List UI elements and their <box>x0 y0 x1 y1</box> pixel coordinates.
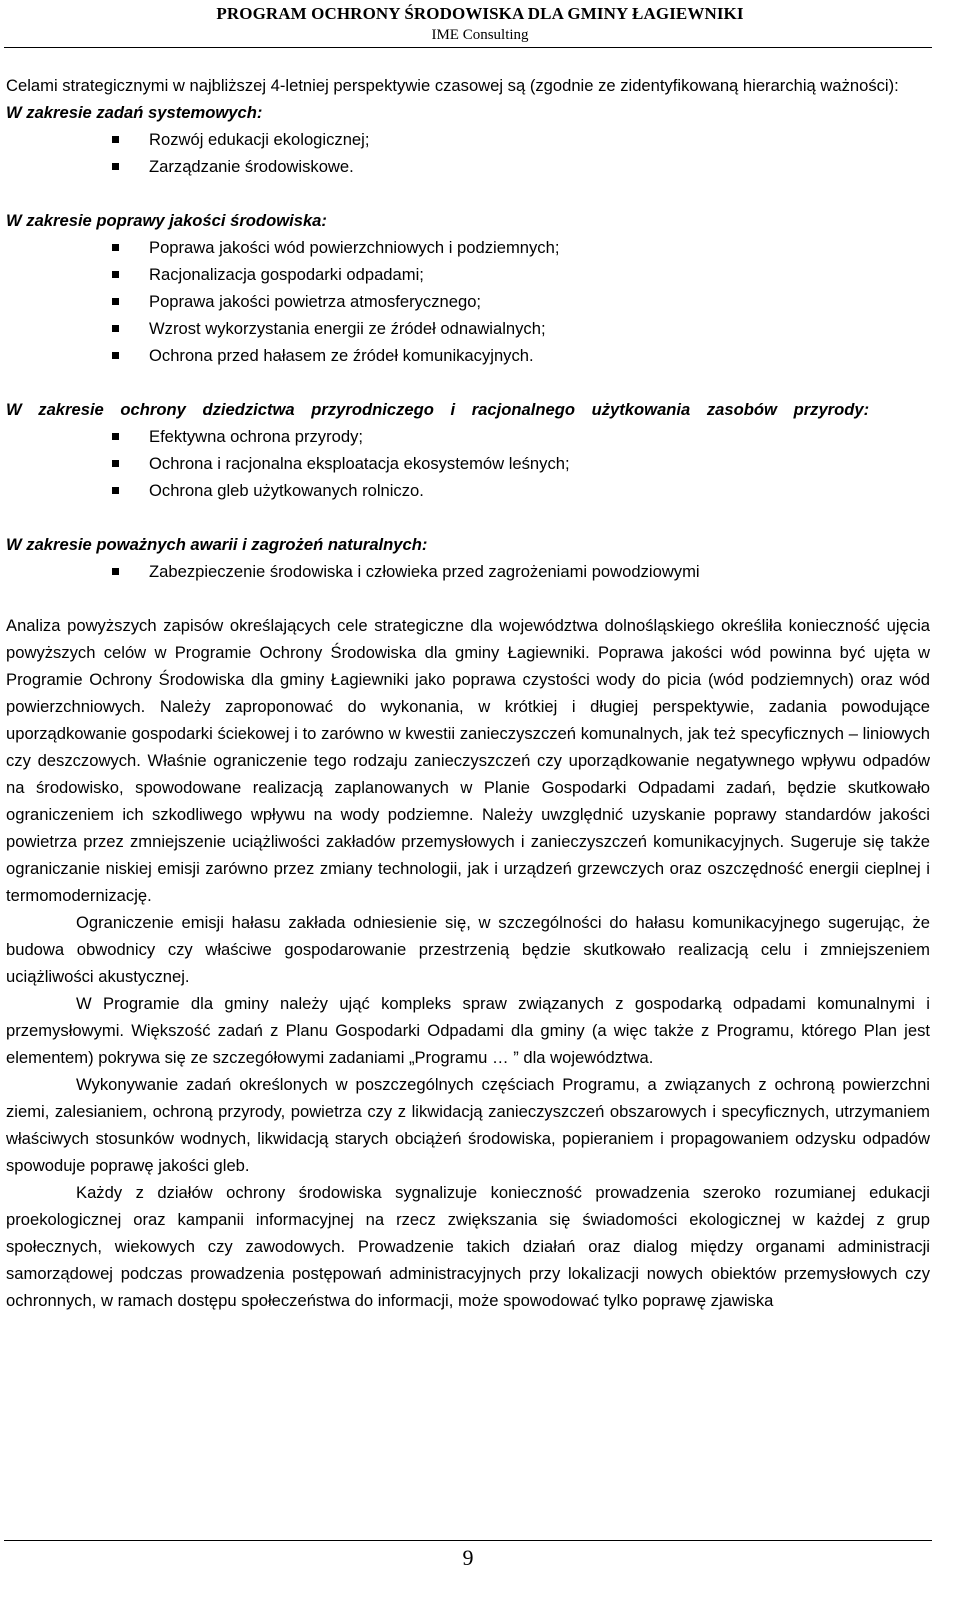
header-divider <box>4 47 932 48</box>
section-heading-przyroda: W zakresie ochrony dziedzictwa przyrodniczego i racjonalnego użytkowania zasobów przyrody: <box>6 400 870 419</box>
list-item: Rozwój edukacji ekologicznej; <box>6 126 930 153</box>
page-header <box>0 3 960 44</box>
list-item: Zabezpieczenie środowiska i człowieka przed zagrożeniami powodziowymi <box>6 558 930 585</box>
list-item: Efektywna ochrona przyrody; <box>6 423 930 450</box>
body-paragraph-analiza: Analiza powyższych zapisów określających cele strategiczne dla województwa dolnośląskiego określiła konieczność ujęcia powyższych celów w Programie Ochrony Środowiska dla gminy Łagiewniki. Poprawa jakości wód powinna być ujęta w Programie Ochrony Środowiska dla gminy Łagiewniki jako poprawa czystości wody do picia (wód podziemnych) oraz wód powierzchniowych. Należy zaproponować do wykonania, w krótkiej i długiej perspektywie, zadania powodujące uporządkowanie gospodarki ściekowej i to zarówno w kwestii zanieczyszczeń komunalnych, jak też specyficznych – liniowych czy deszczowych. Właśnie ograniczenie tego rodzaju zanieczyszczeń czy uporządkowanie negatywnego wpływu odpadów na środowisko, spowodowane realizacją zaplanowanych w Planie Gospodarki Odpadami zadań, będzie skutkowało ograniczeniem ich szkodliwego wpływu na wody podziemne. Należy uwzględnić uzyskanie poprawy standardów jakości powietrza przez zmniejszenie uciążliwości zakładów przemysłowych i zanieczyszczeń komunikacyjnych. Sugeruje się także ograniczanie niskiej emisji zarówno przez zmiany technologii, jak i urządzeń grzewczych oraz oszczędność energii cieplnej i termomodernizację. <box>6 616 930 905</box>
bullet-list-przyroda <box>6 423 930 504</box>
list-item: Ochrona i racjonalna eksploatacja ekosystemów leśnych; <box>6 450 930 477</box>
body-paragraph-gleby: Wykonywanie zadań określonych w poszczególnych częściach Programu, a związanych z ochroną powierzchni ziemi, zalesianiem, ochroną przyrody, powietrza czy z likwidacją zanieczyszczeń obszarowych i specyficznych, utrzymaniem właściwych stosunków wodnych, likwidacją starych obciążeń środowiska, popieraniem i propagowaniem odzysku odpadów spowoduje poprawę jakości gleb. <box>6 1075 930 1175</box>
list-item: Poprawa jakości wód powierzchniowych i podziemnych; <box>6 234 930 261</box>
section-heading-systemowe: W zakresie zadań systemowych: <box>6 103 263 122</box>
header-subtitle: IME Consulting <box>431 27 529 43</box>
body-paragraph-edukacja: Każdy z działów ochrony środowiska sygnalizuje konieczność prowadzenia szeroko rozumianej edukacji proekologicznej oraz kampanii informacyjnej na rzecz zwiększania się świadomości ekologicznej w każdej z grup społecznych, wiekowych czy zawodowych. Prowadzenie takich działań oraz dialog między organami administracji samorządowej podczas prowadzenia postępowań administracyjnych przy lokalizacji nowych obiektów przemysłowych czy ochronnych, w ramach dostępu społeczeństwa do informacji, może spowodować tylko poprawę zjawiska <box>6 1183 930 1310</box>
list-item: Zarządzanie środowiskowe. <box>6 153 930 180</box>
header-title: PROGRAM OCHRONY ŚRODOWISKA DLA GMINY ŁAGIEWNIKI <box>216 4 744 23</box>
list-item: Racjonalizacja gospodarki odpadami; <box>6 261 930 288</box>
list-item: Wzrost wykorzystania energii ze źródeł odnawialnych; <box>6 315 930 342</box>
list-item: Ochrona gleb użytkowanych rolniczo. <box>6 477 930 504</box>
body-paragraph-odpady: W Programie dla gminy należy ująć kompleks spraw związanych z gospodarką odpadami komunalnymi i przemysłowymi. Większość zadań z Planu Gospodarki Odpadami dla gminy (a więc także z Programu, którego Plan jest elementem) pokrywa się ze szczegółowymi zadaniami „Programu … ” dla województwa. <box>6 994 930 1067</box>
footer-divider <box>4 1540 932 1541</box>
page-number: 9 <box>462 1545 474 1570</box>
bullet-list-awarie <box>6 558 930 585</box>
intro-paragraph: Celami strategicznymi w najbliższej 4-letniej perspektywie czasowej są (zgodnie ze zidentyfikowaną hierarchią ważności): <box>6 76 899 95</box>
bullet-list-jakosc <box>6 234 930 369</box>
document-body <box>6 72 930 1314</box>
section-heading-jakosc: W zakresie poprawy jakości środowiska: <box>6 211 327 230</box>
section-heading-awarie: W zakresie poważnych awarii i zagrożeń naturalnych: <box>6 535 428 554</box>
body-paragraph-halas: Ograniczenie emisji hałasu zakłada odniesienie się, w szczególności do hałasu komunikacyjnego sugerując, że budowa obwodnicy czy właściwe gospodarowanie przestrzenią będzie skutkowało realizacją celu i zmniejszeniem uciążliwości akustycznej. <box>6 913 930 986</box>
list-item: Ochrona przed hałasem ze źródeł komunikacyjnych. <box>6 342 930 369</box>
list-item: Poprawa jakości powietrza atmosferycznego; <box>6 288 930 315</box>
bullet-list-systemowe <box>6 126 930 180</box>
